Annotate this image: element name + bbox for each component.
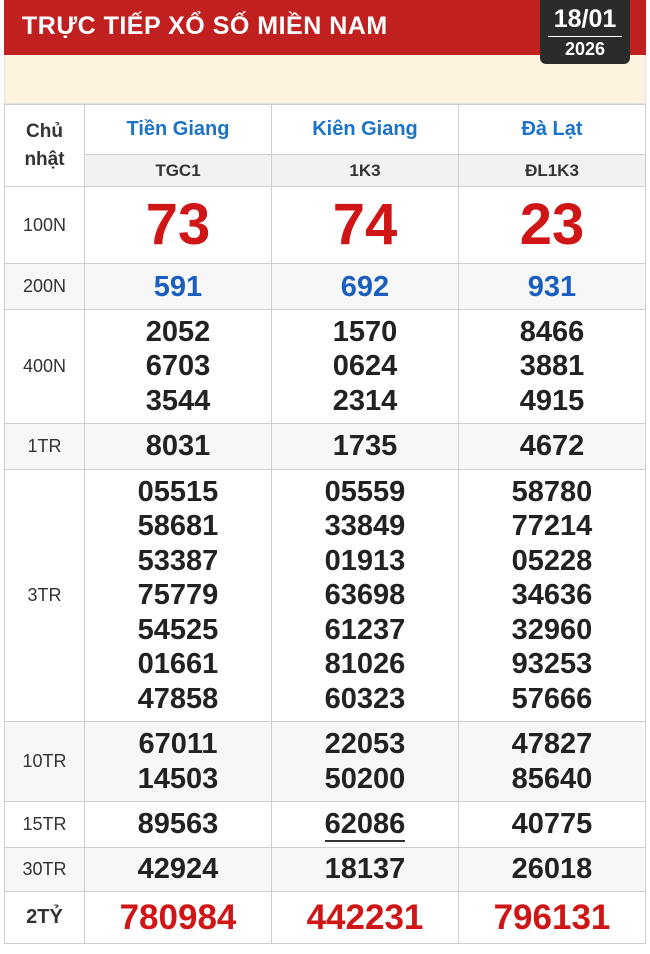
prize-number: 1735 bbox=[332, 430, 398, 463]
prize-cell bbox=[272, 892, 459, 944]
day-label-cell bbox=[5, 105, 85, 187]
prize-number: 50200 bbox=[324, 762, 406, 795]
prize-number: 77214 bbox=[511, 510, 593, 543]
prize-number: 57666 bbox=[511, 682, 593, 715]
prize-number: 32960 bbox=[511, 613, 593, 646]
province-code: TGC1 bbox=[85, 155, 272, 187]
prize-cell bbox=[85, 187, 272, 264]
prize-cell bbox=[459, 187, 646, 264]
special-prize-number: 442231 bbox=[306, 897, 424, 937]
date-day: 18/01 bbox=[553, 5, 617, 33]
prize-number: 01661 bbox=[137, 648, 219, 681]
prize-number: 05515 bbox=[137, 475, 219, 508]
prize-cell bbox=[272, 187, 459, 264]
prize-cell bbox=[85, 310, 272, 424]
prize-number: 60323 bbox=[324, 682, 406, 715]
prize-label: 200N bbox=[5, 264, 85, 310]
prize-label-special: 2TỶ bbox=[5, 892, 85, 944]
prize-number: 6703 bbox=[145, 350, 211, 383]
prize-number: 58681 bbox=[137, 510, 219, 543]
prize-cell bbox=[85, 892, 272, 944]
prize-cell bbox=[85, 424, 272, 470]
prize-number: 89563 bbox=[137, 808, 219, 841]
prize-cell bbox=[459, 310, 646, 424]
day-label-line1: Chủ bbox=[26, 120, 63, 142]
prize-cell bbox=[459, 802, 646, 848]
prize-number: 63698 bbox=[324, 579, 406, 612]
prize-cell bbox=[459, 264, 646, 310]
prize-label: 400N bbox=[5, 310, 85, 424]
province-code: 1K3 bbox=[272, 155, 459, 187]
date-year: 2026 bbox=[564, 39, 606, 59]
prize-cell bbox=[85, 264, 272, 310]
prize-cell bbox=[272, 848, 459, 892]
prize-number: 67011 bbox=[138, 728, 218, 760]
prize-cell bbox=[272, 424, 459, 470]
prize-number: 47827 bbox=[511, 728, 593, 760]
prize-number: 01913 bbox=[324, 544, 406, 577]
prize-cell bbox=[459, 722, 646, 802]
prize-number: 61237 bbox=[324, 613, 406, 646]
prize-number: 05559 bbox=[324, 475, 406, 508]
prize-number: 75779 bbox=[137, 579, 219, 612]
province-name[interactable]: Đà Lạt bbox=[459, 105, 646, 155]
prize-cell bbox=[272, 722, 459, 802]
prize-cell bbox=[459, 848, 646, 892]
prize-number: 73 bbox=[145, 192, 211, 257]
prize-number: 931 bbox=[527, 270, 577, 303]
results-table bbox=[4, 104, 646, 944]
prize-number: 692 bbox=[340, 270, 390, 303]
prize-number: 26018 bbox=[511, 853, 593, 886]
prize-label: 15TR bbox=[5, 802, 85, 848]
prize-number: 1570 bbox=[332, 315, 398, 348]
page-title: TRỰC TIẾP XỔ SỐ MIỀN NAM bbox=[22, 12, 388, 40]
prize-cell bbox=[272, 802, 459, 848]
prize-cell bbox=[272, 310, 459, 424]
prize-number: 34636 bbox=[511, 579, 593, 612]
prize-number: 22053 bbox=[324, 728, 406, 760]
prize-number: 8466 bbox=[519, 315, 585, 348]
prize-cell bbox=[85, 848, 272, 892]
prize-number: 2052 bbox=[145, 315, 211, 348]
special-prize-number: 780984 bbox=[119, 897, 237, 937]
prize-number: 58780 bbox=[511, 475, 593, 508]
prize-number: 47858 bbox=[137, 682, 219, 715]
province-code: ĐL1K3 bbox=[459, 155, 646, 187]
province-name[interactable]: Tiền Giang bbox=[85, 105, 272, 155]
prize-number: 33849 bbox=[324, 510, 406, 543]
prize-number: 54525 bbox=[137, 613, 219, 646]
prize-number: 40775 bbox=[511, 808, 593, 841]
special-prize-number: 796131 bbox=[493, 897, 611, 937]
prize-cell bbox=[459, 892, 646, 944]
prize-number: 85640 bbox=[511, 762, 593, 795]
prize-number: 74 bbox=[332, 192, 398, 257]
prize-label: 3TR bbox=[5, 470, 85, 722]
prize-cell bbox=[272, 470, 459, 722]
prize-cell bbox=[85, 722, 272, 802]
prize-number: 81026 bbox=[324, 648, 406, 681]
prize-label: 30TR bbox=[5, 848, 85, 892]
prize-number-highlighted: 62086 bbox=[324, 807, 406, 840]
prize-number: 4672 bbox=[519, 430, 585, 463]
prize-number: 14503 bbox=[137, 762, 219, 795]
prize-number: 93253 bbox=[511, 648, 593, 681]
prize-label: 1TR bbox=[5, 424, 85, 470]
prize-number: 3881 bbox=[519, 350, 585, 383]
prize-number: 42924 bbox=[137, 853, 219, 886]
prize-number: 0624 bbox=[332, 350, 398, 383]
prize-number: 23 bbox=[519, 192, 585, 257]
date-badge bbox=[540, 0, 630, 64]
prize-number: 591 bbox=[153, 270, 203, 303]
prize-number: 3544 bbox=[145, 384, 211, 417]
prize-cell bbox=[85, 802, 272, 848]
prize-label: 100N bbox=[5, 187, 85, 264]
prize-number: 2314 bbox=[332, 384, 398, 417]
day-label-line2: nhật bbox=[24, 148, 65, 170]
prize-number: 8031 bbox=[145, 430, 211, 463]
prize-label: 10TR bbox=[5, 722, 85, 802]
province-name[interactable]: Kiên Giang bbox=[272, 105, 459, 155]
prize-cell bbox=[459, 424, 646, 470]
prize-number: 18137 bbox=[324, 853, 406, 886]
prize-cell bbox=[272, 264, 459, 310]
prize-number: 53387 bbox=[137, 544, 219, 577]
prize-cell bbox=[85, 470, 272, 722]
prize-cell bbox=[459, 470, 646, 722]
prize-number: 4915 bbox=[519, 384, 585, 417]
prize-number: 05228 bbox=[511, 544, 593, 577]
